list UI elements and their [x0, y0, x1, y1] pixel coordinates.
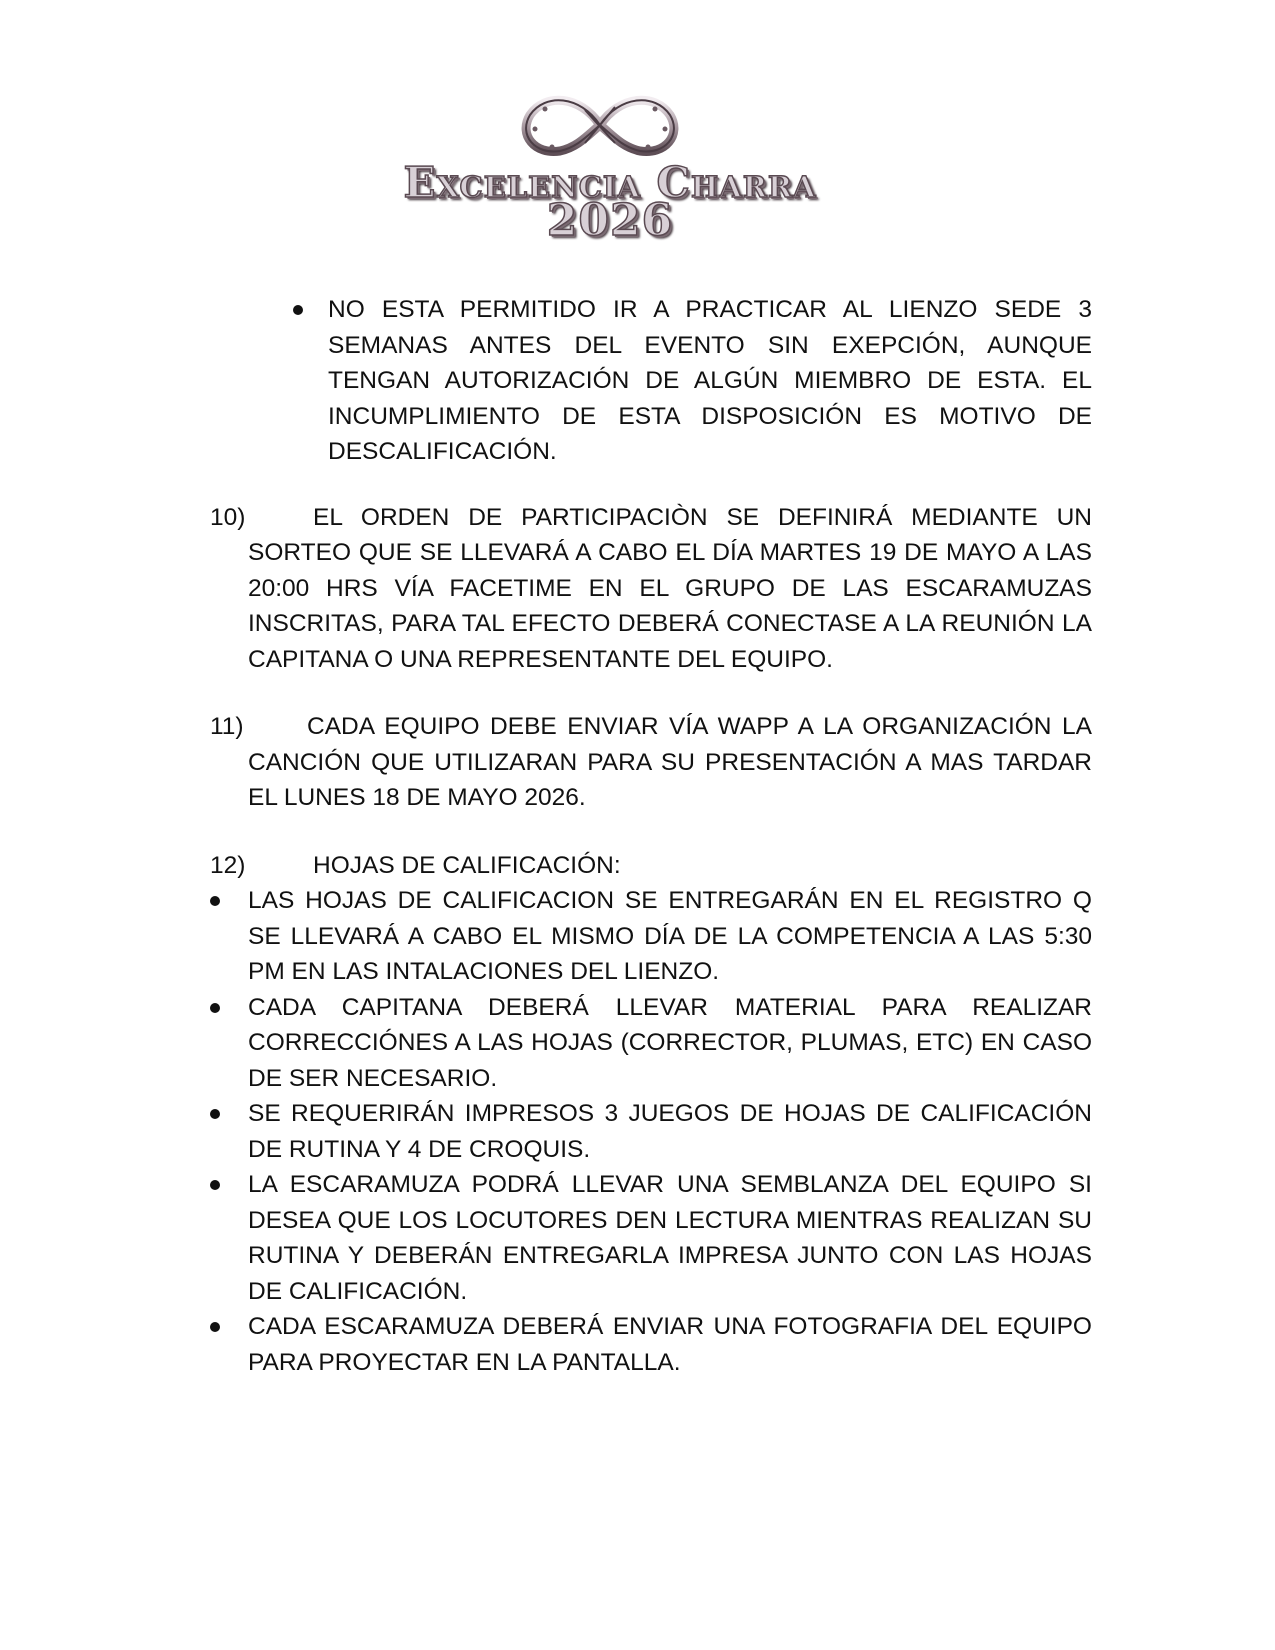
list-item — [210, 1309, 1092, 1380]
bullet-text: NO ESTA PERMITIDO IR A PRACTICAR AL LIENZO SEDE 3 SEMANAS ANTES DEL EVENTO SIN EXEPCIÓN, AUNQUE TENGAN AUTORIZACIÓN DE ALGÚN MIEMBRO DE ESTA. EL INCUMPLIMIENTO DE ESTA DISPOSICIÓN ES MOTIVO DE DESCALIFICACIÓN. — [328, 296, 1092, 465]
bullet-icon — [293, 305, 303, 315]
list-item — [210, 1167, 1092, 1309]
numbered-item — [210, 709, 1092, 816]
bullet-text: CADA ESCARAMUZA DEBERÁ ENVIAR UNA FOTOGRAFIA DEL EQUIPO PARA PROYECTAR EN LA PANTALLA. — [248, 1313, 1092, 1376]
rule-bullet — [210, 292, 1092, 470]
list-item — [210, 883, 1092, 990]
item-number: 12) — [210, 851, 246, 879]
list-item — [210, 1096, 1092, 1167]
logo-title: Excelencia Charra — [403, 158, 817, 207]
bullet-icon — [210, 1322, 220, 1332]
section-heading — [210, 848, 1092, 884]
bullet-icon — [210, 1109, 220, 1119]
bullet-icon — [210, 896, 220, 906]
item-number: 11) — [210, 713, 244, 740]
numbered-item — [210, 500, 1092, 678]
bullet-text: CADA CAPITANA DEBERÁ LLEVAR MATERIAL PARA REALIZAR CORRECCIÓNES A LAS HOJAS (CORRECTOR, PLUMAS, ETC) EN CASO DE SER NECESARIO. — [248, 993, 1092, 1092]
bullet-text: LA ESCARAMUZA PODRÁ LLEVAR UNA SEMBLANZA DEL EQUIPO SI DESEA QUE LOS LOCUTORES DEN LECTURA MIENTRAS REALIZAN SU RUTINA Y DEBERÁN ENTREGARLA IMPRESA JUNTO CON LAS HOJAS DE CALIFICACIÓN. — [248, 1171, 1092, 1305]
list-item — [210, 990, 1092, 1097]
bullet-icon — [210, 1180, 220, 1190]
horseshoe-emblem-icon — [330, 85, 890, 165]
logo-year: 2026 — [546, 195, 674, 246]
header-logo — [330, 85, 890, 245]
bullet-text: SE REQUERIRÁN IMPRESOS 3 JUEGOS DE HOJAS DE CALIFICACIÓN DE RUTINA Y 4 DE CROQUIS. — [248, 1100, 1092, 1163]
item-text: EL ORDEN DE PARTICIPACIÒN SE DEFINIRÁ MEDIANTE UN SORTEO QUE SE LLEVARÁ A CABO EL DÍA MARTES 19 DE MAYO A LAS 20:00 HRS VÍA FACETIME EN EL GRUPO DE LAS ESCARAMUZAS INSCRITAS, PARA TAL EFECTO DEBERÁ CONECTASE A LA REUNIÓN LA CAPITANA O UNA REPRESENTANTE DEL EQUIPO. — [248, 503, 1092, 673]
document-body — [210, 292, 1092, 1380]
item-text: HOJAS DE CALIFICACIÓN: — [313, 851, 621, 879]
bullet-text: LAS HOJAS DE CALIFICACION SE ENTREGARÁN EN EL REGISTRO Q SE LLEVARÁ A CABO EL MISMO DÍA DE LA COMPETENCIA A LAS 5:30 PM EN LAS INTALACIONES DEL LIENZO. — [248, 887, 1092, 985]
item-number: 10) — [210, 503, 246, 531]
item-text: CADA EQUIPO DEBE ENVIAR VÍA WAPP A LA ORGANIZACIÓN LA CANCIÓN QUE UTILIZARAN PARA SU PRESENTACIÓN A MAS TARDAR EL LUNES 18 DE MAYO 2026. — [248, 713, 1092, 811]
bullet-icon — [210, 1003, 220, 1013]
